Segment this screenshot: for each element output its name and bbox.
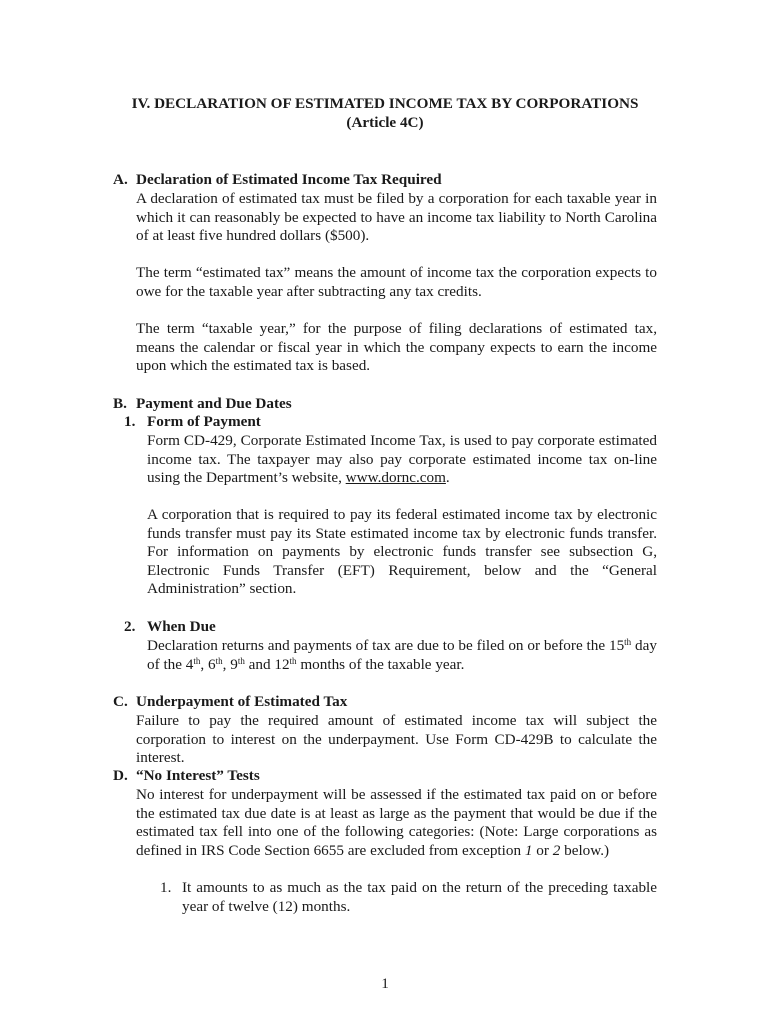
b2-sup-a: th <box>624 637 632 647</box>
b2-text-f: months of the taxable year. <box>296 655 465 673</box>
list-item-number: 1. <box>160 879 172 896</box>
b2-text-d: , 9 <box>222 655 238 673</box>
section-a-paragraph-1: A declaration of estimated tax must be filed by a corporation for each taxable year in which it can reasonably be expected to have an income tax liability to North Carolina of at least five hundred dollars ($500). <box>136 190 657 245</box>
section-c-letter: C. <box>113 693 128 710</box>
subsection-b2-heading: When Due <box>147 618 216 635</box>
list-item-text: It amounts to as much as the tax paid on the return of the preceding taxable year of twelve (12) months. <box>182 879 657 915</box>
subsection-b1-heading: Form of Payment <box>147 413 261 430</box>
b2-sup-e: th <box>289 655 297 666</box>
section-d-heading: “No Interest” Tests <box>136 767 260 784</box>
dornc-website-link[interactable]: www.dornc.com <box>345 469 446 487</box>
d-text-c: below.) <box>560 841 610 859</box>
section-c-heading: Underpayment of Estimated Tax <box>136 693 348 710</box>
b2-text-e: and 12 <box>244 655 290 673</box>
section-d-paragraph <box>136 786 657 860</box>
list-item <box>160 879 657 916</box>
section-d-letter: D. <box>113 767 128 784</box>
subsection-b2-paragraph <box>147 637 657 674</box>
section-b-letter: B. <box>113 395 127 412</box>
subsection-b1-paragraph-2: A corporation that is required to pay its federal estimated income tax by electronic funds transfer must pay its State estimated income tax by electronic funds transfer. For information on payments by electronic funds transfer see subsection G, Electronic Funds Transfer (EFT) Requirement, below and the “General Administration” section. <box>147 506 657 598</box>
subsection-b1-number: 1. <box>124 413 136 430</box>
subsection-b2-number: 2. <box>124 618 136 635</box>
b2-text-b: day of the 4 <box>147 637 657 673</box>
b2-text-a: Declaration returns and payments of tax are due to be filed on or before the 15 <box>147 637 625 654</box>
d-exception-2: 2 <box>552 841 561 859</box>
b2-sup-c: th <box>215 655 223 666</box>
d-text-a: No interest for underpayment will be assessed if the estimated tax paid on or before the estimated tax due date is at least as large as the payment that would be due if the estimated tax fell into one of the following categories: (Note: Large corporations as defined in IRS Code Section 6655 are excluded from exception <box>136 786 657 859</box>
document-title: IV. DECLARATION OF ESTIMATED INCOME TAX BY CORPORATIONS <box>131 95 639 112</box>
b2-sup-b: th <box>193 655 201 666</box>
d-text-b: or <box>532 841 553 859</box>
section-a-paragraph-2: The term “estimated tax” means the amount of income tax the corporation expects to owe for the taxable year after subtracting any tax credits. <box>136 264 657 300</box>
d-exception-1: 1 <box>524 841 533 859</box>
section-a-letter: A. <box>113 171 128 188</box>
subsection-b1-paragraph-1 <box>147 432 657 488</box>
b2-text-c: , 6 <box>200 655 216 673</box>
section-c-paragraph: Failure to pay the required amount of estimated income tax will subject the corporation to interest on the underpayment. Use Form CD-429B to calculate the interest. <box>136 712 657 767</box>
section-a-paragraph-3: The term “taxable year,” for the purpose of filing declarations of estimated tax, means the calendar or fiscal year in which the company expects to earn the income upon which the estimated tax is based. <box>136 320 657 375</box>
b2-sup-d: th <box>237 655 245 666</box>
document-subtitle: (Article 4C) <box>346 114 424 131</box>
b1-paragraph-text: Form CD-429, Corporate Estimated Income Tax, is used to pay corporate estimated income tax. The taxpayer may also pay corporate estimated income tax on-line using the Department’s website, <box>147 432 657 487</box>
section-b-heading: Payment and Due Dates <box>136 395 292 412</box>
page-number: 1 <box>381 975 389 992</box>
section-a-heading: Declaration of Estimated Income Tax Required <box>136 171 442 188</box>
b1-paragraph-end: . <box>445 469 450 487</box>
